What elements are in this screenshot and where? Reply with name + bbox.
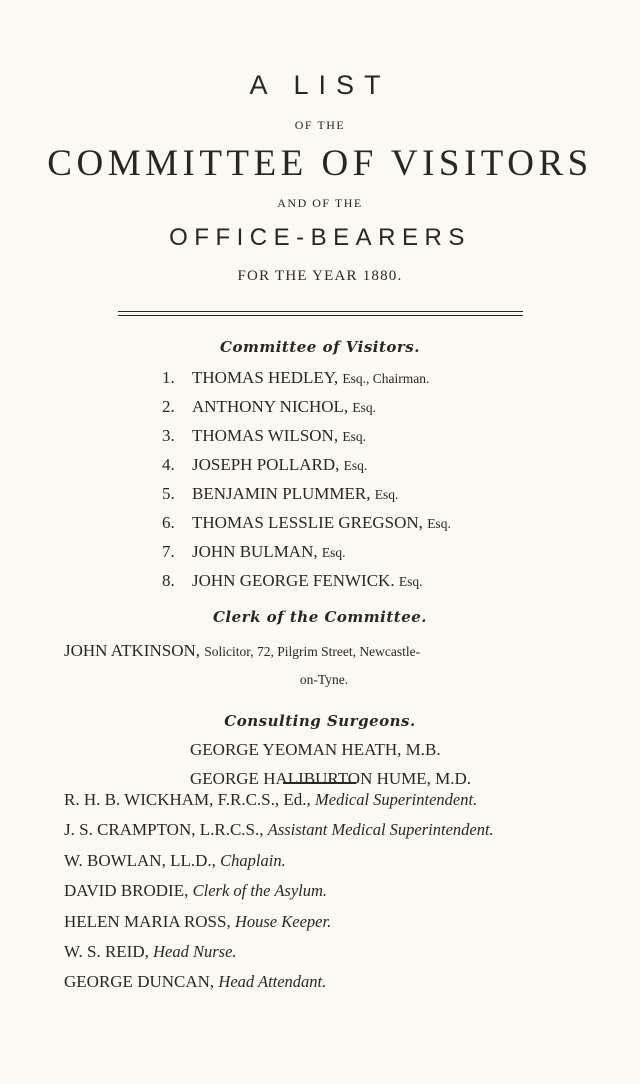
member-title: Esq. <box>374 487 399 502</box>
officer-role: Head Nurse. <box>153 941 237 961</box>
surgeons-heading: Consulting Surgeons. <box>224 712 416 730</box>
list-item: GEORGE HALIBURTON HUME, M.D. <box>190 769 472 788</box>
clerk-name: JOHN ATKINSON, <box>64 641 205 660</box>
member-name: ANTHONY NICHOL, <box>192 397 353 416</box>
list-item <box>64 881 634 911</box>
year-line: FOR THE YEAR 1880. <box>237 268 403 284</box>
list-item <box>64 790 634 820</box>
list-item <box>162 368 632 397</box>
clerk-details-line1: Solicitor, 72, Pilgrim Street, Newcastle- <box>204 644 421 659</box>
list-item <box>162 571 632 600</box>
item-number: 5. <box>162 484 175 503</box>
title-a-list: A LIST <box>249 70 391 100</box>
member-title: Esq. <box>321 545 346 560</box>
member-title: Esq. <box>342 429 366 444</box>
list-item <box>64 912 634 942</box>
officer-name: GEORGE DUNCAN, <box>64 972 219 992</box>
officers-list <box>64 790 634 1003</box>
list-item <box>64 972 634 1002</box>
list-item <box>162 455 632 484</box>
member-title: Esq. <box>343 458 368 473</box>
officer-name: W. S. REID, <box>64 941 154 961</box>
member-name: JOSEPH POLLARD, <box>192 455 344 474</box>
officer-name: DAVID BRODIE, <box>64 881 193 901</box>
item-number: 1. <box>162 368 175 387</box>
list-item <box>162 397 632 426</box>
member-name: THOMAS WILSON, <box>192 426 343 445</box>
officer-name: R. H. B. WICKHAM, F.R.C.S., Ed., <box>64 790 315 809</box>
list-item: GEORGE YEOMAN HEATH, M.B. <box>190 740 441 759</box>
item-number: 3. <box>162 426 175 445</box>
visitors-list <box>162 368 632 600</box>
member-name: THOMAS HEDLEY, <box>192 368 343 387</box>
officer-role: Medical Superintendent. <box>315 790 478 809</box>
list-item <box>64 851 634 881</box>
double-rule-divider <box>118 311 523 316</box>
member-title: Esq. <box>427 516 451 531</box>
of-the-line: OF THE <box>294 118 346 132</box>
office-bearers-title: OFFICE-BEARERS <box>169 224 471 251</box>
member-name: BENJAMIN PLUMMER, <box>192 484 375 503</box>
item-number: 4. <box>162 455 175 474</box>
list-item <box>162 542 632 571</box>
visitors-heading: Committee of Visitors. <box>220 338 420 356</box>
officer-name: W. BOWLAN, LL.D., <box>64 850 221 870</box>
short-rule-divider <box>283 782 356 784</box>
clerk-details-line2: on-Tyne. <box>299 672 349 687</box>
committee-title: COMMITTEE OF VISITORS <box>47 143 593 184</box>
officer-name: J. S. CRAMPTON, L.R.C.S., <box>64 820 268 840</box>
officer-role: Assistant Medical Superintendent. <box>267 820 494 840</box>
item-number: 7. <box>162 542 175 561</box>
officer-role: Clerk of the Asylum. <box>192 881 328 901</box>
item-number: 2. <box>162 397 175 416</box>
clerk-entry <box>64 637 584 694</box>
member-name: JOHN BULMAN, <box>192 542 322 561</box>
officer-role: Head Attendant. <box>218 972 327 992</box>
member-title: Esq. <box>352 400 377 415</box>
member-title: Esq. <box>398 574 423 589</box>
clerk-heading: Clerk of the Committee. <box>212 608 428 626</box>
member-name: JOHN GEORGE FENWICK. <box>192 571 399 590</box>
list-item <box>162 484 632 513</box>
officer-name: HELEN MARIA ROSS, <box>64 911 235 931</box>
member-name: THOMAS LESSLIE GREGSON, <box>192 513 428 532</box>
item-number: 8. <box>162 571 175 590</box>
member-title: Esq., Chairman. <box>342 371 430 386</box>
officer-role: House Keeper. <box>234 911 332 931</box>
list-item <box>162 426 632 455</box>
officer-role: Chaplain. <box>220 850 286 870</box>
list-item <box>64 820 634 850</box>
item-number: 6. <box>162 513 175 532</box>
list-item <box>64 942 634 972</box>
and-of-the-line: AND OF THE <box>277 196 363 210</box>
list-item <box>162 513 632 542</box>
